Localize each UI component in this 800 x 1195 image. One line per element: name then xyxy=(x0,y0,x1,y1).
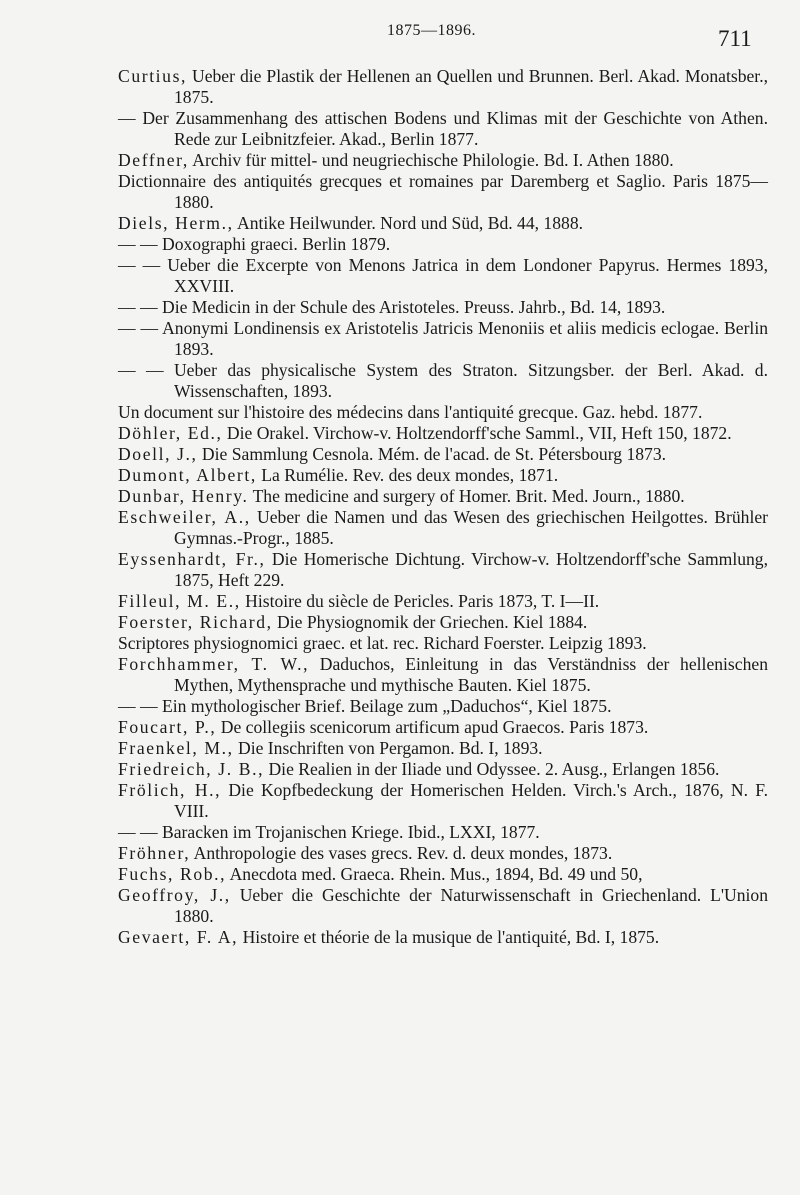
entry-text: Die Sammlung Cesnola. Mém. de l'acad. de St. Pétersbourg 1873. xyxy=(197,444,667,464)
bibliography-entry xyxy=(118,633,768,654)
bibliography-entry xyxy=(118,423,768,444)
entry-author: Diels, Herm., xyxy=(118,213,234,233)
entry-text: — — Doxographi graeci. Berlin 1879. xyxy=(118,234,391,254)
entry-text: — Der Zusammenhang des attischen Bodens und Klimas mit der Geschichte von Athen. Rede zur Leibnitzfeier. Akad., Berlin 1877. xyxy=(118,108,768,149)
entry-text: Un document sur l'histoire des médecins dans l'antiquité grecque. Gaz. hebd. 1877. xyxy=(118,402,703,422)
bibliography-entry xyxy=(118,66,768,108)
entry-text: — — Anonymi Londinensis ex Aristotelis Jatricis Menoniis et aliis medicis eclogae. Berlin 1893. xyxy=(118,318,768,359)
bibliography-entry xyxy=(118,696,768,717)
entry-text: Die Homerische Dichtung. Virchow-v. Holtzendorff'sche Sammlung, 1875, Heft 229. xyxy=(174,549,768,590)
bibliography-entry xyxy=(118,360,768,402)
entry-author: Dunbar, Henry. xyxy=(118,486,249,506)
bibliography-entry xyxy=(118,822,768,843)
entry-author: Doell, J., xyxy=(118,444,198,464)
entry-text: Scriptores physiognomici graec. et lat. rec. Richard Foerster. Leipzig 1893. xyxy=(118,633,647,653)
entry-text: Ueber die Plastik der Hellenen an Quellen und Brunnen. Berl. Akad. Monatsber., 1875. xyxy=(174,66,768,107)
bibliography-entry xyxy=(118,213,768,234)
entry-author: Filleul, M. E., xyxy=(118,591,241,611)
bibliography-entry xyxy=(118,927,768,948)
entry-author: Foucart, P., xyxy=(118,717,217,737)
entry-author: Foerster, Richard, xyxy=(118,612,273,632)
entry-text: Die Kopfbedeckung der Homerischen Helden. Virch.'s Arch., 1876, N. F. VIII. xyxy=(174,780,768,821)
entry-text: Daduchos, Einleitung in das Verständniss der hellenischen Mythen, Mythensprache und mythische Bauten. Kiel 1875. xyxy=(174,654,768,695)
bibliography-entry xyxy=(118,591,768,612)
bibliography-entry xyxy=(118,402,768,423)
bibliography-entry xyxy=(118,864,768,885)
entry-author: Eschweiler, A., xyxy=(118,507,251,527)
bibliography-entry xyxy=(118,465,768,486)
entry-text: The medicine and surgery of Homer. Brit. Med. Journ., 1880. xyxy=(248,486,685,506)
bibliography-entry xyxy=(118,297,768,318)
entry-text: — — Ueber die Excerpte von Menons Jatrica in dem Londoner Papyrus. Hermes 1893, XXVIII. xyxy=(118,255,768,296)
bibliography-entry xyxy=(118,234,768,255)
entry-author: Curtius, xyxy=(118,66,188,86)
bibliography-entry xyxy=(118,885,768,927)
page-number: 711 xyxy=(718,26,752,51)
entry-text: Anecdota med. Graeca. Rhein. Mus., 1894, Bd. 49 und 50, xyxy=(226,864,643,884)
entry-text: De collegiis scenicorum artificum apud Graecos. Paris 1873. xyxy=(216,717,649,737)
bibliography-entry xyxy=(118,843,768,864)
entry-text: Die Orakel. Virchow-v. Holtzendorff'sche Samml., VII, Heft 150, 1872. xyxy=(222,423,732,443)
entry-author: Geoffroy, J., xyxy=(118,885,231,905)
bibliography-entry xyxy=(118,486,768,507)
entry-text: Anthropologie des vases grecs. Rev. d. deux mondes, 1873. xyxy=(190,843,613,863)
entry-author: Dumont, Albert, xyxy=(118,465,257,485)
bibliography-entry xyxy=(118,171,768,213)
bibliography-entry xyxy=(118,444,768,465)
entry-text: — — Ein mythologischer Brief. Beilage zum „Daduchos“, Kiel 1875. xyxy=(118,696,612,716)
entry-text: Archiv für mittel- und neugriechische Philologie. Bd. I. Athen 1880. xyxy=(188,150,674,170)
entry-text: Histoire du siècle de Pericles. Paris 1873, T. I—II. xyxy=(240,591,600,611)
entry-text: Die Physiognomik der Griechen. Kiel 1884. xyxy=(272,612,588,632)
entry-author: Forchhammer, T. W., xyxy=(118,654,310,674)
entry-text: — — Die Medicin in der Schule des Aristoteles. Preuss. Jahrb., Bd. 14, 1893. xyxy=(118,297,666,317)
bibliography-entry xyxy=(118,108,768,150)
entry-author: Friedreich, J. B., xyxy=(118,759,265,779)
entry-text: — — Ueber das physicalische System des Straton. Sitzungsber. der Berl. Akad. d. Wissenschaften, 1893. xyxy=(118,360,768,401)
bibliography-entry xyxy=(118,717,768,738)
entry-text: Antike Heilwunder. Nord und Süd, Bd. 44, 1888. xyxy=(233,213,584,233)
entry-text: Ueber die Geschichte der Naturwissenschaft in Griechenland. L'Union 1880. xyxy=(174,885,768,926)
entry-author: Fröhner, xyxy=(118,843,191,863)
bibliography-entry xyxy=(118,612,768,633)
bibliography-entry xyxy=(118,738,768,759)
bibliography-entry xyxy=(118,759,768,780)
bibliography-entry xyxy=(118,150,768,171)
bibliography-entry xyxy=(118,507,768,549)
entry-text: Histoire et théorie de la musique de l'antiquité, Bd. I, 1875. xyxy=(238,927,660,947)
entry-text: Ueber die Namen und das Wesen des griechischen Heilgottes. Brühler Gymnas.-Progr., 1885. xyxy=(174,507,768,548)
entry-text: La Rumélie. Rev. des deux mondes, 1871. xyxy=(256,465,559,485)
entry-text: — — Baracken im Trojanischen Kriege. Ibid., LXXI, 1877. xyxy=(118,822,540,842)
entry-text: Dictionnaire des antiquités grecques et romaines par Daremberg et Saglio. Paris 1875—1880. xyxy=(118,171,768,212)
bibliography-entry xyxy=(118,255,768,297)
entry-author: Frölich, H., xyxy=(118,780,222,800)
bibliography-entry xyxy=(118,549,768,591)
bibliography-entry xyxy=(118,318,768,360)
entry-author: Döhler, Ed., xyxy=(118,423,223,443)
bibliography-list xyxy=(118,66,768,948)
entry-author: Fuchs, Rob., xyxy=(118,864,227,884)
entry-author: Deffner, xyxy=(118,150,189,170)
entry-text: Die Realien in der Iliade und Odyssee. 2. Ausg., Erlangen 1856. xyxy=(264,759,720,779)
page-years-heading: 1875—1896. xyxy=(387,22,476,39)
entry-text: Die Inschriften von Pergamon. Bd. I, 1893. xyxy=(233,738,543,758)
running-head xyxy=(0,20,800,60)
entry-author: Fraenkel, M., xyxy=(118,738,234,758)
entry-author: Eyssenhardt, Fr., xyxy=(118,549,266,569)
bibliography-entry xyxy=(118,654,768,696)
bibliography-entry xyxy=(118,780,768,822)
entry-author: Gevaert, F. A, xyxy=(118,927,239,947)
